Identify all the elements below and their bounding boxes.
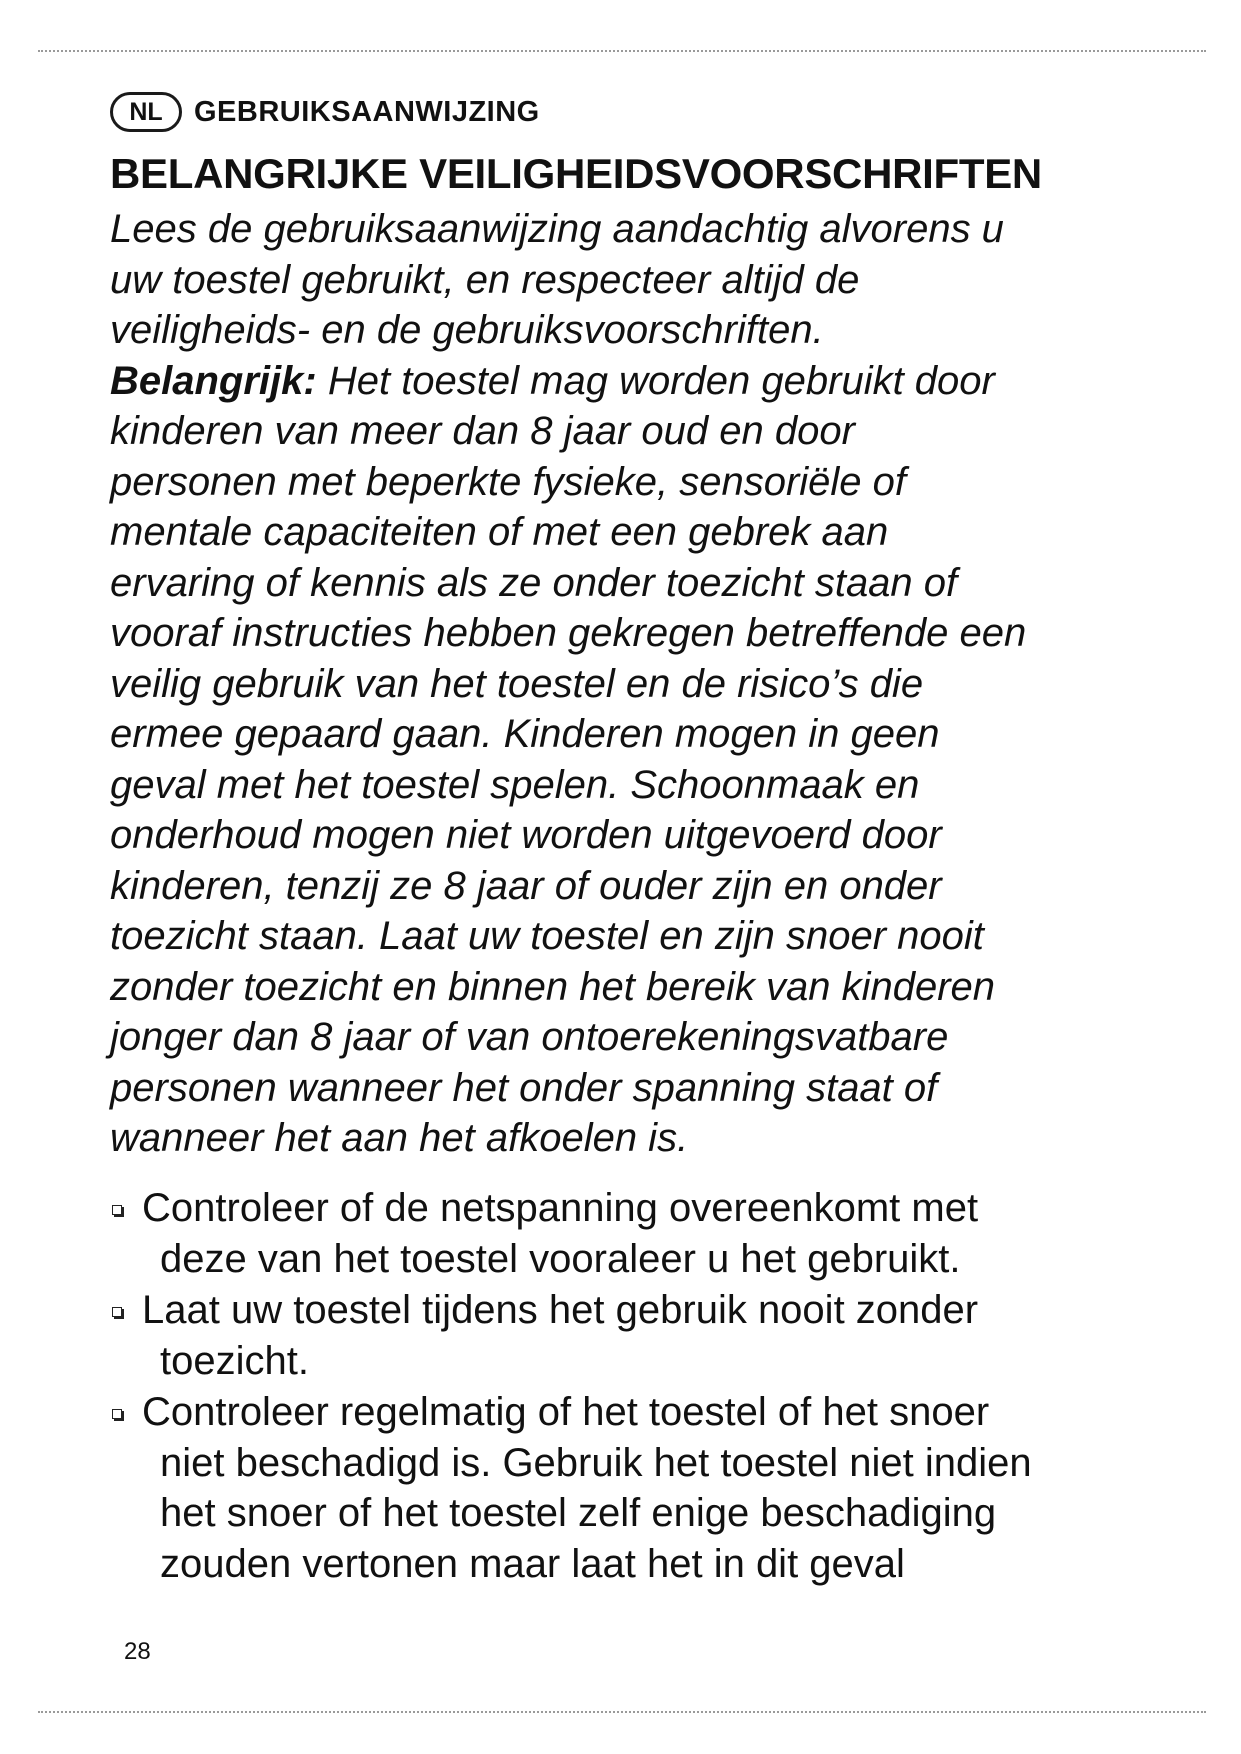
section-title: GEBRUIKSAANWIJZING <box>194 95 540 128</box>
list-item <box>110 1387 1170 1589</box>
intro-line: Lees de gebruiksaanwijzing aandachtig alvorens u <box>110 207 1004 251</box>
top-dotted-divider <box>38 50 1206 52</box>
important-line: ervaring of kennis als ze onder toezicht staan of <box>110 560 958 605</box>
bullet-line: het snoer of het toestel zelf enige beschadiging <box>160 1491 997 1535</box>
intro-paragraph <box>110 204 1150 1164</box>
important-line: vooraf instructies hebben gekregen betreffende een <box>110 611 1027 655</box>
bullet-line: deze van het toestel vooraleer u het gebruikt. <box>160 1236 961 1281</box>
bottom-dotted-divider <box>38 1711 1206 1713</box>
important-line: personen met beperkte fysieke, sensoriële of <box>110 459 906 504</box>
safety-bullet-list <box>110 1183 1170 1590</box>
page-number: 28 <box>124 1638 151 1665</box>
checkbox-bullet-icon <box>112 1409 122 1419</box>
important-line: kinderen van meer dan 8 jaar oud en door <box>110 409 855 453</box>
important-line: mentale capaciteiten of met een gebrek aan <box>110 510 889 554</box>
bullet-line: Laat uw toestel tijdens het gebruik nooit zonder <box>142 1288 979 1332</box>
important-line: zonder toezicht en binnen het bereik van kinderen <box>110 964 996 1009</box>
language-badge: NL <box>110 92 182 132</box>
bullet-line: Controleer of de netspanning overeenkomt met <box>142 1186 979 1230</box>
bullet-line: toezicht. <box>160 1338 309 1383</box>
important-line: kinderen, tenzij ze 8 jaar of ouder zijn en onder <box>110 863 942 908</box>
important-first-text: Het toestel mag worden gebruikt door <box>316 358 995 403</box>
intro-line: veiligheids- en de gebruiksvoorschriften. <box>110 308 824 352</box>
important-line: personen wanneer het onder spanning staat of <box>110 1065 938 1110</box>
important-label: Belangrijk: <box>110 358 317 403</box>
important-line: wanneer het aan het afkoelen is. <box>110 1116 689 1160</box>
checkbox-bullet-icon <box>112 1205 122 1215</box>
important-line: veilig gebruik van het toestel en de risico’s die <box>110 661 924 706</box>
list-item <box>110 1285 1170 1386</box>
important-first-line <box>110 356 1150 407</box>
bullet-line: Controleer regelmatig of het toestel of het snoer <box>142 1390 990 1434</box>
section-header <box>110 92 540 132</box>
bullet-line: zouden vertonen maar laat het in dit geval <box>160 1541 905 1586</box>
page-heading: BELANGRIJKE VEILIGHEIDSVOORSCHRIFTEN <box>110 150 1042 197</box>
important-line: onderhoud mogen niet worden uitgevoerd door <box>110 813 942 857</box>
list-item <box>110 1183 1170 1284</box>
important-line: jonger dan 8 jaar of van ontoerekeningsvatbare <box>110 1015 949 1059</box>
bullet-line: niet beschadigd is. Gebruik het toestel niet indien <box>160 1440 1032 1485</box>
important-line: geval met het toestel spelen. Schoonmaak en <box>110 762 920 807</box>
intro-line: uw toestel gebruikt, en respecteer altijd de <box>110 257 860 302</box>
important-line: ermee gepaard gaan. Kinderen mogen in geen <box>110 712 940 756</box>
important-line: toezicht staan. Laat uw toestel en zijn snoer nooit <box>110 914 984 958</box>
checkbox-bullet-icon <box>112 1307 122 1317</box>
